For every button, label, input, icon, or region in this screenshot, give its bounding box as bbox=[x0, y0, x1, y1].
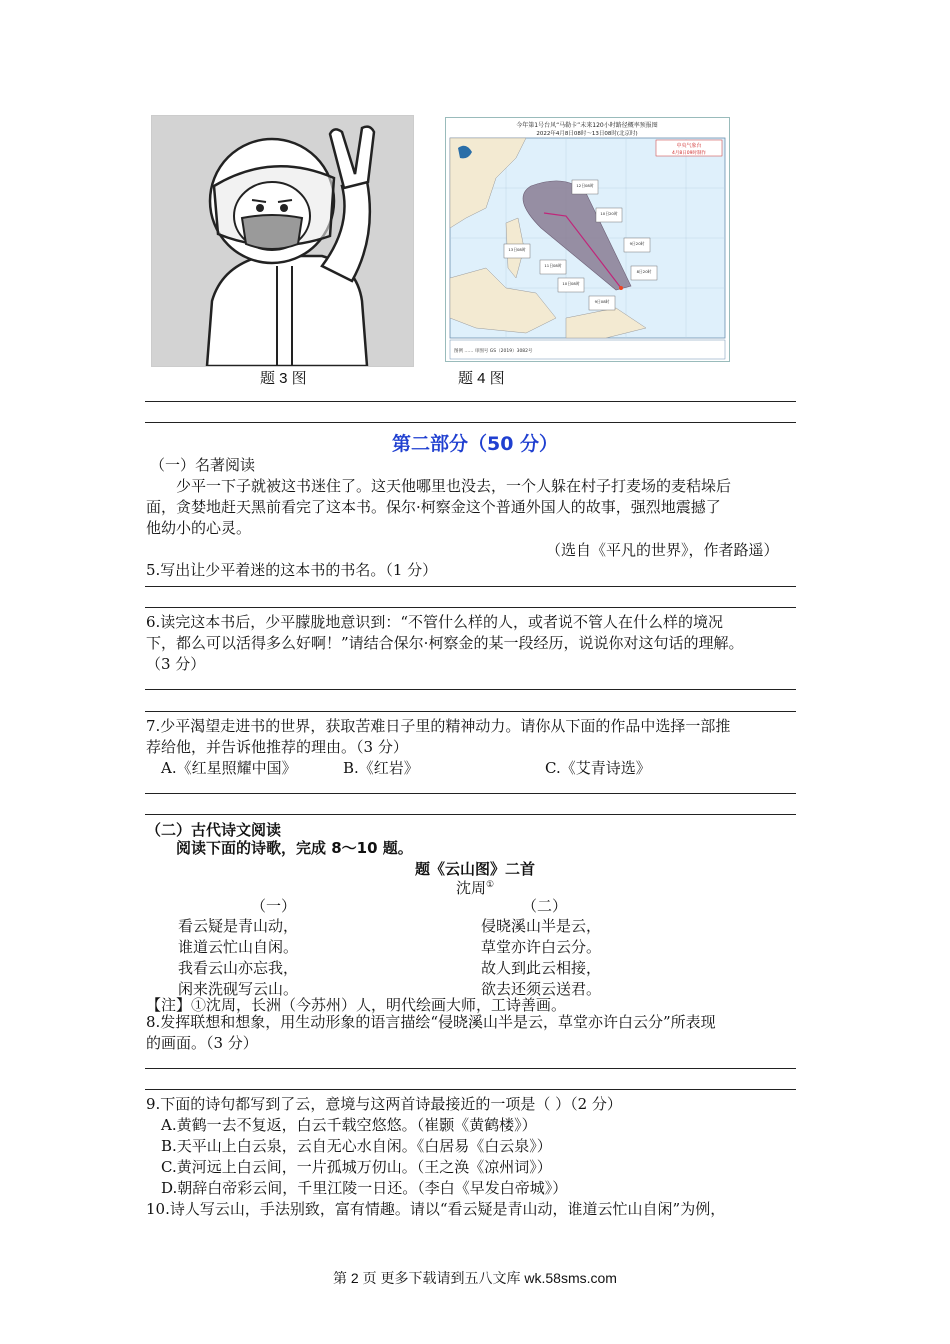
question-6-line-3: （3 分） bbox=[146, 655, 206, 673]
map-label-10d20: 10日20时 bbox=[600, 211, 618, 216]
q9-option-d: D.朝辞白帝彩云间，千里江陵一日还。（李白《早发白帝城》） bbox=[161, 1179, 568, 1197]
medical-worker-illustration bbox=[152, 116, 413, 366]
question-8-line-2: 的画面。（3 分） bbox=[146, 1034, 258, 1052]
answer-line bbox=[145, 607, 796, 608]
passage-source: （选自《平凡的世界》，作者路遥） bbox=[546, 541, 779, 559]
typhoon-track-map bbox=[446, 118, 729, 361]
author-note-mark: ① bbox=[485, 880, 495, 890]
poem-1-line-2: 谁道云忙山自闲。 bbox=[178, 938, 299, 956]
map-title: 今年第1号台风“马勒卡”未来120小时路径概率预报图 bbox=[516, 122, 658, 129]
question-8-line-1: 8.发挥联想和想象，用生动形象的语言描绘“侵晓溪山半是云，草堂亦许白云分”所表现 bbox=[146, 1013, 716, 1031]
poem-2-line-1: 侵晓溪山半是云， bbox=[481, 917, 602, 935]
answer-line bbox=[145, 586, 796, 587]
poem-1-line-3: 我看云山亦忘我， bbox=[178, 959, 299, 977]
section-title: 第二部分（50 分） bbox=[391, 433, 559, 455]
poem-1-line-4: 闲来洗砚写云山。 bbox=[178, 980, 299, 998]
map-label-8d20: 8日20时 bbox=[636, 269, 652, 274]
poem-2-line-2: 草堂亦许白云分。 bbox=[481, 938, 602, 956]
q9-option-c: C.黄河远上白云间，一片孤城万仞山。（王之涣《凉州词》） bbox=[161, 1158, 552, 1176]
map-label-10d: 10日08时 bbox=[562, 281, 580, 286]
poem-1-label: （一） bbox=[251, 897, 297, 915]
q9-option-b: B.天平山上白云泉，云自无心水自闲。《白居易《白云泉》） bbox=[161, 1137, 552, 1155]
question-10: 10.诗人写云山，手法别致，富有情趣。请以“看云疑是青山动，谁道云忙山自闲”为例， bbox=[146, 1200, 726, 1218]
question-5: 5.写出让少平着迷的这本书的书名。（1 分） bbox=[146, 561, 438, 579]
poem-2-label: （二） bbox=[522, 897, 568, 915]
answer-line bbox=[145, 1068, 796, 1069]
passage-line-2: 面，贪婪地赶天黑前看完了这本书。保尔·柯察金这个普通外国人的故事，强烈地震撼了 bbox=[146, 498, 721, 516]
answer-line bbox=[145, 422, 796, 423]
figure-4-typhoon-map bbox=[445, 117, 730, 362]
poem-2-line-4: 欲去还须云送君。 bbox=[481, 980, 602, 998]
map-footer: 图例 …… 审图号 GS（2019）3082号 bbox=[454, 349, 533, 354]
answer-line bbox=[145, 793, 796, 794]
map-label-9d: 9日08时 bbox=[594, 299, 610, 304]
q7-option-a: A.《红星照耀中国》 bbox=[161, 759, 297, 777]
poem-author bbox=[0, 877, 950, 898]
map-label-9d20: 9日20时 bbox=[629, 241, 645, 246]
q7-option-b: B.《红岩》 bbox=[343, 759, 419, 777]
poem-1-line-1: 看云疑是青山动， bbox=[178, 917, 299, 935]
answer-line bbox=[145, 689, 796, 690]
poem-2-line-3: 故人到此云相接， bbox=[481, 959, 602, 977]
map-label-13d: 13日08时 bbox=[508, 247, 526, 252]
figure-3-cartoon bbox=[151, 115, 414, 367]
poem-author-name: 沈周 bbox=[455, 879, 486, 897]
figure-3-caption: 题 3 图 bbox=[260, 370, 307, 387]
part2-intro: 阅读下面的诗歌，完成 8～10 题。 bbox=[176, 839, 413, 857]
q7-option-c: C.《艾青诗选》 bbox=[545, 759, 651, 777]
map-agency: 中央气象台 bbox=[676, 143, 702, 149]
question-6-line-1: 6.读完这本书后，少平朦胧地意识到：“不管什么样的人，或者说不管人在什么样的境况 bbox=[146, 613, 723, 631]
map-label-12d: 12日08时 bbox=[576, 183, 594, 188]
figure-4-caption: 题 4 图 bbox=[458, 370, 505, 387]
answer-line bbox=[145, 711, 796, 712]
map-label-11d: 11日08时 bbox=[544, 263, 562, 268]
question-7-line-2: 荐给他，并告诉他推荐的理由。（3 分） bbox=[146, 738, 408, 756]
passage-line-3: 他幼小的心灵。 bbox=[146, 519, 252, 537]
question-9: 9.下面的诗句都写到了云，意境与这两首诗最接近的一项是（ ）（2 分） bbox=[146, 1095, 622, 1113]
map-subtitle: 2022年4月8日08时～13日08时(北京时) bbox=[536, 131, 638, 137]
poem-note: 【注】①沈周，长洲（今苏州）人，明代绘画大师，工诗善画。 bbox=[146, 996, 567, 1014]
question-6-line-2: 下，都么可以活得多么好啊！”请结合保尔·柯察金的某一段经历，说说你对这句话的理解。 bbox=[146, 634, 744, 652]
page-footer: 第 2 页 更多下载请到五八文库 wk.58sms.com bbox=[333, 1270, 617, 1286]
map-agency-date: 4月8日09时制作 bbox=[672, 151, 706, 156]
answer-line bbox=[145, 1089, 796, 1090]
part1-heading: （一）名著阅读 bbox=[150, 456, 256, 474]
passage-line-1: 少平一下子就被这书迷住了。这天他哪里也没去，一个人躲在村子打麦场的麦秸垛后 bbox=[176, 477, 732, 495]
answer-line bbox=[145, 814, 796, 815]
question-7-line-1: 7.少平渴望走进书的世界，获取苦难日子里的精神动力。请你从下面的作品中选择一部推 bbox=[146, 717, 731, 735]
part2-heading: （二）古代诗文阅读 bbox=[146, 821, 282, 839]
answer-line bbox=[145, 401, 796, 402]
poem-title: 题《云山图》二首 bbox=[414, 860, 535, 878]
q9-option-a: A.黄鹤一去不复返，白云千载空悠悠。（崔颢《黄鹤楼》） bbox=[161, 1116, 537, 1134]
